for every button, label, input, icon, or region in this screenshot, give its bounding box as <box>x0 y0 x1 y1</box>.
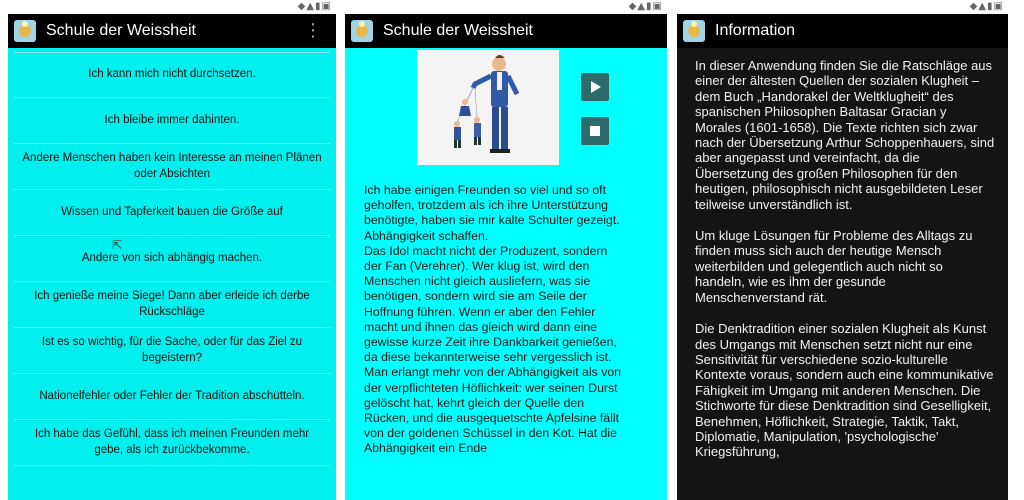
list-item[interactable]: Ich habe das Gefühl, dass ich meinen Freunden mehr gebe, als ich zurückbekomme. <box>14 420 330 466</box>
status-bar <box>345 0 667 14</box>
status-icons: ◆▲▮▣ <box>628 1 663 12</box>
list-item[interactable]: Ist es so wichtig, für die Sache, oder für das Ziel zu begeistern? <box>14 328 330 374</box>
list-item[interactable]: Ich genieße meine Siege! Dann aber erleide ich derbe Rückschläge <box>14 282 330 328</box>
app-logo-icon <box>683 20 705 42</box>
list-item[interactable]: Nationelfehler oder Fehler der Tradition abschütteln. <box>14 374 330 420</box>
stop-icon <box>590 126 600 136</box>
play-button[interactable] <box>581 73 609 101</box>
list-item[interactable]: Ich bleibe immer dahinten. <box>14 98 330 144</box>
action-bar <box>345 14 667 48</box>
stop-button[interactable] <box>581 117 609 145</box>
action-bar <box>8 14 336 48</box>
action-bar <box>677 14 1008 48</box>
info-paragraph: Die Denktradition einer sozialen Klugheit als Kunst des Umgangs mit Menschen setzt nicht nur eine Sensitivität für verschiedene sozio-kulturelle Kontexte voraus, sondern auch eine kommunikative Fähigkeit im Umgang mit anderen Menschen. Die Stichworte für diese Denktradition sind Geselligkeit, Benehmen, Höflichkeit, Strategie, Taktik, Takt, Diplomatie, Manipulation, 'psychologische' Kriegsführung, <box>695 321 994 460</box>
app-title: Schule der Weissheit <box>46 22 196 39</box>
screen-topic-detail <box>345 0 667 500</box>
info-paragraph: Um kluge Lösungen für Probleme des Alltags zu finden muss sich auch der heutige Mensch weiterbilden und gelegentlich auch nicht so handeln, wie es ihm der gesunde Menschenverstand rät. <box>695 228 973 305</box>
overflow-menu-icon[interactable]: ⋮ <box>304 20 322 41</box>
list-item[interactable]: Ich kann mich nicht durchsetzen. <box>14 52 330 98</box>
status-icons: ◆▲▮▣ <box>969 1 1004 12</box>
list-item[interactable]: Andere von sich abhängig machen. <box>14 236 330 282</box>
screen-topic-list <box>8 0 336 500</box>
list-item[interactable]: Andere Menschen haben kein Interesse an meinen Plänen oder Absichten <box>14 144 330 190</box>
app-title: Schule der Weissheit <box>383 22 533 39</box>
page-title: Information <box>715 22 796 39</box>
list-item[interactable]: Wissen und Tapferkeit bauen die Größe auf <box>14 190 330 236</box>
status-bar <box>677 0 1008 14</box>
info-text <box>695 58 995 476</box>
status-icons: ◆▲▮▣ <box>297 1 332 12</box>
puppeteer-illustration <box>417 50 559 165</box>
play-icon <box>591 81 601 93</box>
app-logo-icon <box>14 20 36 42</box>
info-paragraph: In dieser Anwendung finden Sie die Ratschläge aus einer der ältesten Quellen der sozialen Klugheit – dem Buch „Handorakel der Weltklugheit“ des spanischen Philosophen Baltasar Gracian y Morales (1601-1658). Die Texte richten sich zwar nach der Übersetzung Arthur Schoppenhauers, sind aber angepasst und vereinfacht, da die Übersetzung des großen Philosophen für den heutigen, philosophisch nicht ausgebildeten Leser teilweise unverständlich ist. <box>695 58 995 212</box>
screen-information <box>677 0 1008 500</box>
app-logo-icon <box>351 20 373 42</box>
puppeteer-figure-icon <box>417 50 559 165</box>
wisdom-text: Ich habe einigen Freunden so viel und so oft geholfen, trotzdem als ich ihre Unterstützung benötigte, haben sie mir kalte Schulter gezeigt. Abhängigkeit schaffen. Das Idol macht nicht der Produzent, sondern der Fan (Verehrer). Wer klug ist, wird den Menschen nicht gleich ausliefern, was sie benötigen, sondern wird sie am Seile der Hoffnung führen. Wenn er aber den Fehler macht und ihnen das gleich wird dann eine gewisse kurze Zeit ihre Dankbarkeit genießen, da diese bekannterweise sehr vergesslich ist. Man erlangt mehr von der Abhängigkeit als von der verpflichteten Höflichkeit: wer seinen Durst gelöscht hat, kehrt gleich der Quelle den Rücken, und die ausgequetschte Apfelsine fällt von der goldenen Schüssel in den Kot. Hat die Abhängigkeit ein Ende <box>364 183 622 456</box>
mouse-cursor-icon: ⇱ <box>112 238 123 252</box>
status-bar <box>8 0 336 14</box>
topic-list <box>14 52 330 466</box>
